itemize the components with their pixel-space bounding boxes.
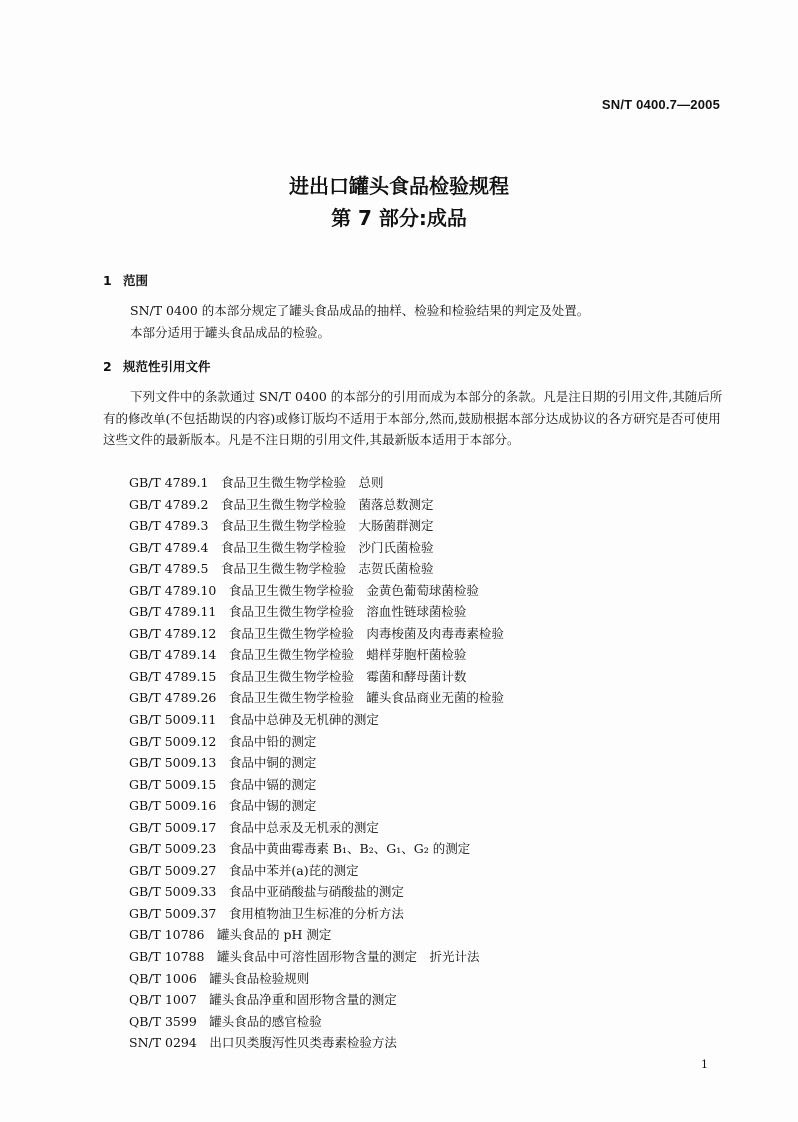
reference-item [129,709,504,731]
reference-title: 食品卫生微生物学检验 蜡样芽胞杆菌检验 [228,647,467,663]
reference-item [129,795,504,817]
reference-title: 食品卫生微生物学检验 霉菌和酵母菌计数 [228,668,467,684]
reference-code: GB/T 4789.3 [129,518,209,534]
reference-code: GB/T 5009.11 [129,712,217,728]
reference-title: 罐头食品中可溶性固形物含量的测定 折光计法 [216,949,480,965]
scope-paragraph-1: SN/T 0400 的本部分规定了罐头食品成品的抽样、检验和检验结果的判定及处置。 [130,303,590,318]
reference-title: 食品卫生微生物学检验 菌落总数测定 [220,496,434,512]
reference-item [129,580,504,602]
reference-item [129,752,504,774]
reference-title: 食品中锡的测定 [228,798,317,814]
reference-item [129,666,504,688]
reference-item [129,817,504,839]
reference-item [129,774,504,796]
document-subtitle: 第 7 部分:成品 [331,206,467,230]
reference-title: 食品卫生微生物学检验 大肠菌群测定 [220,518,434,534]
document-title: 进出口罐头食品检验规程 [289,174,509,198]
reference-item [129,838,504,860]
reference-title: 食品中铜的测定 [228,755,317,771]
reference-code: GB/T 4789.4 [129,539,209,555]
reference-title: 食品卫生微生物学检验 溶血性链球菌检验 [228,604,467,620]
reference-item [129,903,504,925]
reference-title: 食品中黄曲霉毒素 B₁、B₂、G₁、G₂ 的测定 [228,841,471,857]
reference-item [129,687,504,709]
reference-code: GB/T 4789.15 [129,668,217,684]
reference-title: 食品中总砷及无机砷的测定 [228,712,379,728]
reference-code: GB/T 4789.5 [129,561,209,577]
section-heading-references [103,357,211,375]
reference-title: 罐头食品检验规则 [209,970,310,986]
reference-title: 食品中苯并(a)芘的测定 [228,862,359,878]
reference-item [129,623,504,645]
reference-item [129,731,504,753]
reference-code: GB/T 10786 [129,927,205,943]
section-heading-scope [103,271,148,289]
section-number: 1 [103,273,112,288]
reference-item [129,860,504,882]
reference-code: GB/T 5009.37 [129,905,217,921]
reference-item [129,924,504,946]
scope-paragraph-2: 本部分适用于罐头食品成品的检验。 [130,325,331,340]
reference-title: 食品中亚硝酸盐与硝酸盐的测定 [228,884,404,900]
reference-code: GB/T 5009.33 [129,884,217,900]
reference-code: QB/T 1007 [129,992,197,1008]
reference-title: 食品卫生微生物学检验 肉毒梭菌及肉毒毒素检验 [228,625,504,641]
reference-item [129,1032,504,1054]
reference-code: GB/T 5009.13 [129,755,217,771]
reference-title: 食品中总汞及无机汞的测定 [228,819,379,835]
reference-code: QB/T 1006 [129,970,197,986]
reference-item [129,1011,504,1033]
reference-code: GB/T 10788 [129,949,205,965]
reference-code: GB/T 4789.1 [129,475,209,490]
page-number: 1 [701,1058,708,1071]
reference-title: 罐头食品的感官检验 [209,1013,322,1029]
reference-item [129,537,504,559]
reference-code: GB/T 5009.12 [129,733,217,749]
reference-title: 食品卫生微生物学检验 金黄色葡萄球菌检验 [228,582,479,598]
reference-title: 食品中镉的测定 [228,776,317,792]
reference-title: 食用植物油卫生标准的分析方法 [228,905,404,921]
reference-code: GB/T 4789.11 [129,604,217,620]
section-number: 2 [103,359,112,374]
reference-code: GB/T 5009.15 [129,776,217,792]
reference-title: 食品卫生微生物学检验 志贺氏菌检验 [220,561,434,577]
reference-code: GB/T 4789.2 [129,496,209,512]
reference-code: GB/T 4789.26 [129,690,217,706]
reference-title: 罐头食品净重和固形物含量的测定 [209,992,397,1008]
reference-item [129,472,504,494]
reference-item [129,644,504,666]
reference-code: GB/T 5009.27 [129,862,217,878]
reference-title: 食品卫生微生物学检验 总则 [220,475,384,490]
reference-title: 食品卫生微生物学检验 沙门氏菌检验 [220,539,434,555]
normative-reference-list [129,472,504,1054]
reference-item [129,494,504,516]
reference-title: 食品中铅的测定 [228,733,317,749]
section-title: 范围 [123,273,149,288]
reference-code: GB/T 5009.23 [129,841,217,857]
reference-item [129,881,504,903]
reference-code: SN/T 0294 [129,1035,197,1051]
reference-item [129,558,504,580]
reference-code: GB/T 4789.12 [129,625,217,641]
reference-code: GB/T 5009.17 [129,819,217,835]
reference-title: 罐头食品的 pH 测定 [216,927,332,943]
reference-title: 出口贝类腹泻性贝类毒素检验方法 [209,1035,397,1051]
reference-code: GB/T 4789.10 [129,582,217,598]
reference-code: GB/T 5009.16 [129,798,217,814]
reference-item [129,601,504,623]
reference-item [129,989,504,1011]
standard-code: SN/T 0400.7—2005 [601,97,720,112]
reference-item [129,968,504,990]
references-intro-paragraph: 下列文件中的条款通过 SN/T 0400 的本部分的引用而成为本部分的条款。凡是注日期的引用文件,其随后所有的修改单(不包括勘误的内容)或修订版均不适用于本部分,然而,鼓励根据本部分达成协议的各方研究是否可使用这些文件的最新版本。凡是不注日期的引用文件,其最新版本适用于本部分。 [103,389,723,447]
reference-title: 食品卫生微生物学检验 罐头食品商业无菌的检验 [228,690,504,706]
reference-item [129,515,504,537]
reference-code: QB/T 3599 [129,1013,197,1029]
reference-item [129,946,504,968]
reference-code: GB/T 4789.14 [129,647,217,663]
section-title: 规范性引用文件 [123,359,211,374]
